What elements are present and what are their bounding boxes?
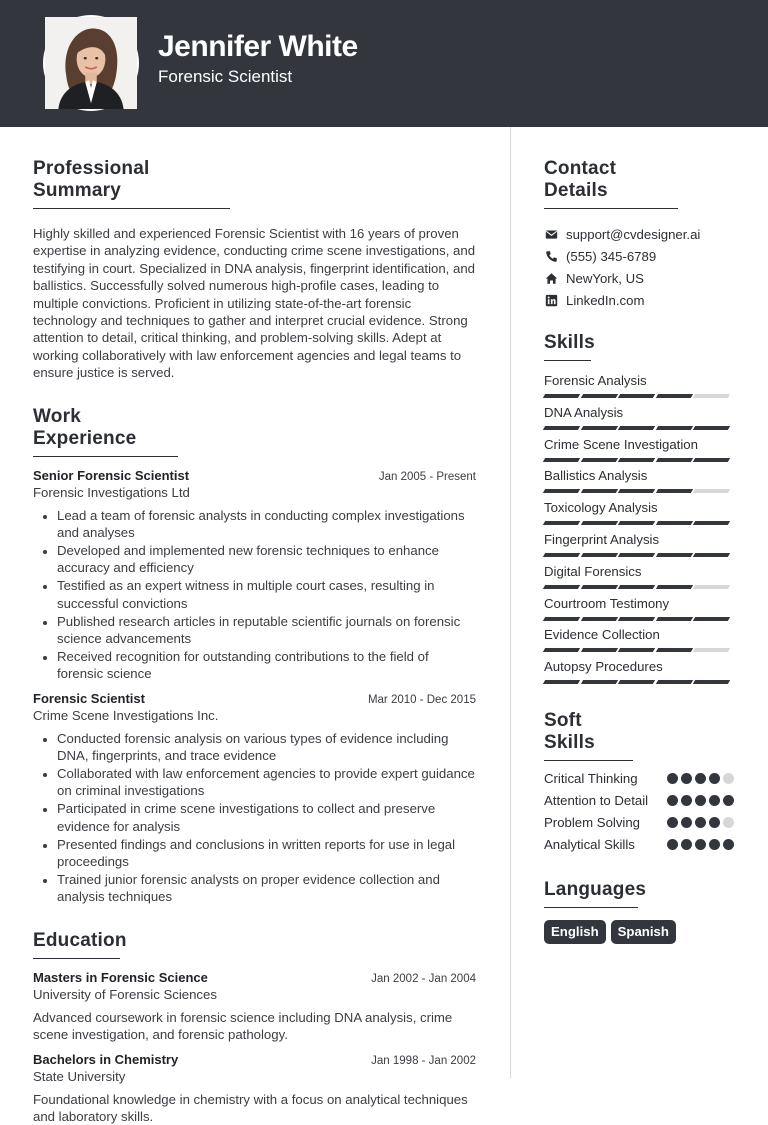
skill-level-segment <box>693 553 730 557</box>
contact-phone-text: (555) 345-6789 <box>566 248 657 264</box>
rating-dot <box>723 795 734 806</box>
skill-level-segment <box>618 394 655 398</box>
experience-section <box>33 406 476 906</box>
job-company: Crime Scene Investigations Inc. <box>33 707 219 723</box>
skill-level-segment <box>693 521 730 525</box>
rating-dot <box>681 817 692 828</box>
skill-level-segment <box>543 617 580 621</box>
rating-dot <box>681 795 692 806</box>
skill-level-bar <box>544 394 734 398</box>
section-title-summary: Professional Summary <box>33 158 230 209</box>
contact-section <box>544 158 734 311</box>
skill-level-bar <box>544 489 734 493</box>
skill-level-bar <box>544 617 734 621</box>
rating-dot <box>667 839 678 850</box>
skill-name: Evidence Collection <box>544 627 660 643</box>
languages-section <box>544 879 734 944</box>
skill-item <box>544 437 734 469</box>
skill-name: Forensic Analysis <box>544 373 647 388</box>
skill-level-segment <box>693 680 730 684</box>
skill-level-segment <box>543 489 580 493</box>
skill-level-bar <box>544 458 734 462</box>
contact-email[interactable] <box>544 223 734 245</box>
skill-level-segment <box>543 585 580 589</box>
section-title-experience: Work Experience <box>33 406 178 457</box>
education-entry <box>33 970 476 1044</box>
skill-level-segment <box>618 553 655 557</box>
rating-dot <box>681 773 692 784</box>
bullet-item: • Collaborated with law enforcement agencies to provide expert guidance on criminal investigations <box>57 765 476 800</box>
skill-level-segment <box>618 680 655 684</box>
education-description: Advanced coursework in forensic science including DNA analysis, crime scene investigation, and forensic pathology. <box>33 1009 453 1043</box>
skill-item <box>544 627 734 659</box>
job-entry <box>33 468 476 683</box>
resume-header <box>0 0 768 127</box>
skill-level-bar <box>544 680 734 684</box>
skill-level-segment <box>543 426 580 430</box>
contact-linkedin-text: LinkedIn.com <box>566 292 645 308</box>
skill-item <box>544 373 734 405</box>
soft-skills-list <box>544 770 734 853</box>
skill-level-segment <box>580 458 617 462</box>
bullet-item: • Presented findings and conclusions in written reports for use in legal proceedings <box>57 836 476 871</box>
contact-location-text: NewYork, US <box>566 270 644 286</box>
skill-level-segment <box>543 458 580 462</box>
section-title-skills: Skills <box>544 332 591 361</box>
soft-skill-item <box>544 770 734 787</box>
linkedin-icon <box>544 293 558 307</box>
rating-dot <box>723 817 734 828</box>
skill-name: DNA Analysis <box>544 404 624 420</box>
skill-level-segment <box>655 489 692 493</box>
skill-level-segment <box>693 585 730 589</box>
skill-level-bar <box>544 648 734 652</box>
bullet-item: • Participated in crime scene investigations to collect and preserve evidence for analysis <box>57 800 476 835</box>
soft-skill-name: Analytical Skills <box>544 836 635 852</box>
rating-dot <box>667 795 678 806</box>
phone-icon <box>544 249 558 263</box>
skill-level-segment <box>693 458 730 462</box>
skill-level-bar <box>544 521 734 525</box>
soft-skill-item <box>544 814 734 831</box>
candidate-role: Forensic Scientist <box>158 67 293 86</box>
rating-dot <box>681 839 692 850</box>
skill-level-segment <box>655 553 692 557</box>
rating-dot <box>695 773 706 784</box>
skill-level-segment <box>655 680 692 684</box>
home-icon <box>544 271 558 285</box>
side-column <box>544 158 734 944</box>
skill-level-segment <box>693 426 730 430</box>
soft-skill-item <box>544 836 734 853</box>
education-description: Foundational knowledge in chemistry with a focus on analytical techniques and laboratory skills. <box>33 1091 468 1124</box>
skill-name: Digital Forensics <box>544 563 642 579</box>
education-date: Jan 2002 - Jan 2004 <box>371 972 476 985</box>
envelope-icon <box>544 227 558 241</box>
education-date: Jan 1998 - Jan 2002 <box>371 1054 476 1067</box>
bullet-item: • Published research articles in reputable scientific journals on forensic science advancements <box>57 613 476 648</box>
skill-level-segment <box>693 648 730 652</box>
candidate-name: Jennifer White <box>158 30 358 63</box>
contact-phone[interactable] <box>544 245 734 267</box>
skill-level-segment <box>655 394 692 398</box>
soft-skill-item <box>544 792 734 809</box>
skill-level-segment <box>693 394 730 398</box>
rating-dot <box>709 795 720 806</box>
rating-dot <box>723 773 734 784</box>
summary-text: Highly skilled and experienced Forensic Scientist with 16 years of proven expertise in analyzing evidence, conducting crime scene investigations, and testifying in court. Specialized in DNA analysis, fingerprint identification, and ballistics. Successfully solved numerous high-profile cases, leading to multiple convictions. Proficient in utilizing state-of-the-art forensic technology and techniques to gather and interpret crucial evidence. Strong attention to detail, critical thinking, and problem-solving skills. Adept at working collaboratively with law enforcement agencies and legal teams to ensure justice is served. <box>33 226 476 381</box>
rating-dot <box>695 817 706 828</box>
bullet-item: • Conducted forensic analysis on various types of evidence including DNA, fingerprints, and trace evidence <box>57 730 476 765</box>
school-name: State University <box>33 1068 126 1084</box>
skill-level-segment <box>580 394 617 398</box>
skill-level-bar <box>544 426 734 430</box>
section-title-soft-skills: Soft Skills <box>544 710 633 761</box>
profile-photo <box>43 15 139 111</box>
bullet-item: • Developed and implemented new forensic techniques to enhance accuracy and efficiency <box>57 542 476 577</box>
skill-level-segment <box>543 648 580 652</box>
skill-level-segment <box>543 394 580 398</box>
skill-level-segment <box>580 617 617 621</box>
skill-name: Ballistics Analysis <box>544 468 648 484</box>
soft-skill-name: Problem Solving <box>544 814 641 830</box>
job-company: Forensic Investigations Ltd <box>33 484 190 500</box>
section-title-education: Education <box>33 930 120 959</box>
skill-item <box>544 659 734 691</box>
job-date: Mar 2010 - Dec 2015 <box>367 693 476 706</box>
languages-list <box>544 920 734 944</box>
skill-name: Toxicology Analysis <box>544 500 658 516</box>
skill-item <box>544 564 734 596</box>
language-badge: Spanish <box>611 920 676 944</box>
skill-level-segment <box>580 585 617 589</box>
main-column <box>33 158 476 1125</box>
skill-item <box>544 596 734 628</box>
skill-name: Crime Scene Investigation <box>544 436 698 452</box>
language-badge: English <box>544 920 606 944</box>
skills-section <box>544 332 734 691</box>
job-title: Senior Forensic Scientist <box>33 467 190 483</box>
skill-level-segment <box>580 426 617 430</box>
soft-skill-rating <box>667 792 734 806</box>
education-entry <box>33 1052 476 1125</box>
skill-level-segment <box>655 458 692 462</box>
soft-skill-rating <box>667 770 734 784</box>
contact-email-text: support@cvdesigner.ai <box>566 226 701 242</box>
skill-level-segment <box>618 458 655 462</box>
skills-list <box>544 373 734 691</box>
skill-level-segment <box>580 489 617 493</box>
section-title-languages: Languages <box>544 879 638 908</box>
contact-linkedin[interactable] <box>544 289 734 311</box>
education-section <box>33 930 476 1125</box>
soft-skill-rating <box>667 836 734 850</box>
skill-level-segment <box>655 648 692 652</box>
skill-name: Courtroom Testimony <box>544 595 670 611</box>
soft-skill-name: Attention to Detail <box>544 792 649 808</box>
soft-skill-name: Critical Thinking <box>544 770 638 786</box>
job-bullets <box>33 730 476 906</box>
skill-level-segment <box>543 680 580 684</box>
skill-level-segment <box>618 585 655 589</box>
rating-dot <box>709 817 720 828</box>
rating-dot <box>667 773 678 784</box>
skill-level-bar <box>544 553 734 557</box>
rating-dot <box>695 795 706 806</box>
skill-level-bar <box>544 585 734 589</box>
skill-level-segment <box>693 617 730 621</box>
skill-item <box>544 405 734 437</box>
job-entry <box>33 691 476 906</box>
skill-level-segment <box>618 489 655 493</box>
skill-level-segment <box>618 426 655 430</box>
column-divider <box>510 127 511 1078</box>
soft-skills-section <box>544 710 734 853</box>
rating-dot <box>667 817 678 828</box>
skill-level-segment <box>580 648 617 652</box>
skill-level-segment <box>655 617 692 621</box>
skill-name: Fingerprint Analysis <box>544 531 660 547</box>
skill-level-segment <box>618 648 655 652</box>
degree-title: Masters in Forensic Science <box>33 969 208 985</box>
rating-dot <box>709 773 720 784</box>
skill-level-segment <box>618 617 655 621</box>
job-bullets <box>33 507 476 683</box>
rating-dot <box>695 839 706 850</box>
skill-level-segment <box>655 521 692 525</box>
bullet-item: • Trained junior forensic analysts on proper evidence collection and analysis techniques <box>57 871 476 906</box>
skill-level-segment <box>580 553 617 557</box>
rating-dot <box>709 839 720 850</box>
skill-level-segment <box>618 521 655 525</box>
summary-section <box>33 158 476 382</box>
degree-title: Bachelors in Chemistry <box>33 1051 179 1067</box>
bullet-item: • Lead a team of forensic analysts in conducting complex investigations and analyses <box>57 507 476 542</box>
contact-location <box>544 267 734 289</box>
job-date: Jan 2005 - Present <box>378 470 476 483</box>
skill-level-segment <box>693 489 730 493</box>
skill-item <box>544 468 734 500</box>
section-title-contact: Contact Details <box>544 158 678 209</box>
skill-level-segment <box>655 585 692 589</box>
rating-dot <box>723 839 734 850</box>
bullet-item: • Received recognition for outstanding contributions to the field of forensic science <box>57 648 476 683</box>
skill-level-segment <box>655 426 692 430</box>
skill-item <box>544 532 734 564</box>
skill-name: Autopsy Procedures <box>544 659 663 675</box>
skill-item <box>544 500 734 532</box>
skill-level-segment <box>580 521 617 525</box>
soft-skill-rating <box>667 814 734 828</box>
school-name: University of Forensic Sciences <box>33 986 217 1002</box>
skill-level-segment <box>543 553 580 557</box>
skill-level-segment <box>580 680 617 684</box>
person-photo-icon <box>45 17 137 109</box>
bullet-item: • Testified as an expert witness in multiple court cases, resulting in successful convictions <box>57 577 476 612</box>
skill-level-segment <box>543 521 580 525</box>
job-title: Forensic Scientist <box>33 690 145 706</box>
